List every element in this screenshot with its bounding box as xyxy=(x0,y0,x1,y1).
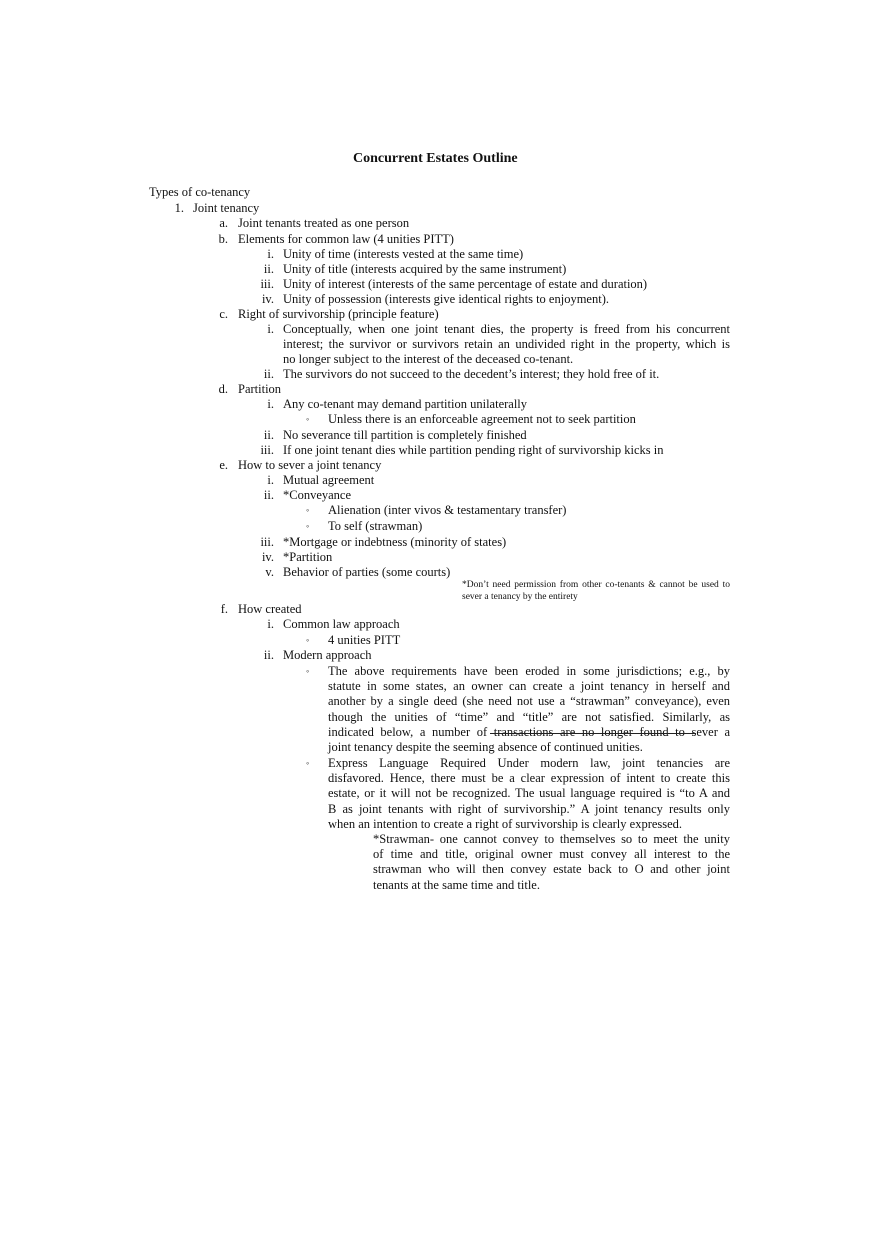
item-label: How to sever a joint tenancy xyxy=(238,458,382,472)
subitem-marker: i. xyxy=(267,322,274,336)
subitem-label: *Partition xyxy=(283,550,333,564)
subitem-label: Behavior of parties (some courts) xyxy=(283,565,451,579)
subitem-label: Common law approach xyxy=(283,617,400,631)
subitem-label: If one joint tenant dies while partition pending right of survivorship kicks in xyxy=(283,443,664,457)
item-marker: b. xyxy=(218,232,228,246)
subitem-label: Unity of interest (interests of the same percentage of estate and duration) xyxy=(283,277,648,291)
paragraph-line: interest; the survivor or survivors retain an undivided right in the property, which is xyxy=(283,337,730,352)
paragraph-line: of time and title, original owner must convey all interest to the xyxy=(373,847,730,862)
strikethrough-mark xyxy=(490,733,696,734)
subitem-marker: iv. xyxy=(261,550,274,564)
paragraph-line: joint tenancy despite the seeming absence of continued unities. xyxy=(328,740,643,755)
subitem-label: Unity of title (interests acquired by the same instrument) xyxy=(283,262,567,276)
subitem-label: Any co-tenant may demand partition unilaterally xyxy=(283,397,528,411)
item-label: Right of survivorship (principle feature) xyxy=(238,307,439,321)
bullet-icon: ◦ xyxy=(306,666,310,676)
subitem-paragraph xyxy=(283,322,730,368)
paragraph-line: tenants at the same time and title. xyxy=(373,877,540,892)
bullet-label: Unless there is an enforceable agreement not to seek partition xyxy=(328,412,636,426)
paragraph-line: when an intention to create a right of survivorship is clearly expressed. xyxy=(328,816,683,831)
subitem-marker: iii. xyxy=(260,443,274,457)
section-label: Joint tenancy xyxy=(193,201,260,215)
paragraph-line: statute in some states, an owner can create a joint tenancy in herself and xyxy=(328,679,730,694)
subitem-marker: iii. xyxy=(260,277,274,291)
subitem-marker: iv. xyxy=(261,292,274,306)
paragraph-line: The above requirements have been eroded in some jurisdictions; e.g., by xyxy=(328,664,730,678)
paragraph-line: indicated below, a number of transactions are no longer found to sever a xyxy=(328,724,730,739)
item-marker: e. xyxy=(219,458,228,472)
subitem-marker: i. xyxy=(267,247,274,261)
bullet-label: 4 unities PITT xyxy=(328,633,401,647)
bullet-icon: ◦ xyxy=(306,635,310,645)
paragraph-line: another by a single deed (she need not use a “strawman” conveyance), even xyxy=(328,694,730,709)
footnote-line: sever a tenancy by the entirety xyxy=(462,591,578,602)
subitem-marker: ii. xyxy=(263,367,274,381)
bullet-label: Alienation (inter vivos & testamentary transfer) xyxy=(328,503,567,517)
subitem-marker: v. xyxy=(265,565,274,579)
subitem-label: The survivors do not succeed to the decedent’s interest; they hold free of it. xyxy=(283,367,660,381)
item-marker: f. xyxy=(220,602,228,616)
subitem-marker: iii. xyxy=(260,535,274,549)
express-language-paragraph xyxy=(328,756,730,832)
footnote xyxy=(462,580,730,603)
bullet-icon: ◦ xyxy=(306,758,310,768)
subitem-label: Mutual agreement xyxy=(283,473,375,487)
subitem-marker: ii. xyxy=(263,428,274,442)
subitem-marker: ii. xyxy=(263,488,274,502)
paragraph-line: strawman who will then convey estate back to O and other joint xyxy=(373,862,730,877)
paragraph-line: Express Language Required Under modern law, joint tenancies are xyxy=(328,756,730,770)
subitem-label: Unity of possession (interests give identical rights to enjoyment). xyxy=(283,292,609,306)
paragraph-line: though the unities of “time” and “title” are not satisfied. Similarly, as xyxy=(328,709,730,724)
footnote-line: *Don’t need permission from other co-tenants & cannot be used to xyxy=(462,580,730,590)
subitem-label: *Conveyance xyxy=(283,488,352,502)
section-marker: 1. xyxy=(174,201,184,215)
subitem-marker: ii. xyxy=(263,648,274,662)
bullet-icon: ◦ xyxy=(306,414,310,424)
subitem-label: Unity of time (interests vested at the same time) xyxy=(283,247,524,261)
item-marker: a. xyxy=(219,216,228,230)
paragraph-line: estate, or it will not be recognized. The usual language required is “to A and xyxy=(328,786,730,801)
modern-approach-paragraph xyxy=(328,664,730,755)
bullet-icon: ◦ xyxy=(306,505,310,515)
subitem-marker: ii. xyxy=(263,262,274,276)
item-label: Partition xyxy=(238,382,282,396)
bullet-icon: ◦ xyxy=(306,521,310,531)
subitem-label: *Mortgage or indebtness (minority of states) xyxy=(283,535,507,549)
strawman-note xyxy=(373,832,730,893)
subitem-marker: i. xyxy=(267,617,274,631)
outline-heading: Types of co-tenancy xyxy=(149,185,251,199)
paragraph-line: B as joint tenants with right of survivorship.” A joint tenancy results only xyxy=(328,801,730,816)
subitem-marker: i. xyxy=(267,473,274,487)
item-marker: d. xyxy=(218,382,228,396)
subitem-label: Modern approach xyxy=(283,648,372,662)
item-marker: c. xyxy=(219,307,228,321)
item-label: Joint tenants treated as one person xyxy=(238,216,410,230)
item-label: How created xyxy=(238,602,302,616)
paragraph-line: no longer subject to the interest of the deceased co-tenant. xyxy=(283,352,574,367)
subitem-marker: i. xyxy=(267,397,274,411)
paragraph-line: disfavored. Hence, there must be a clear expression of intent to create this xyxy=(328,771,730,786)
paragraph-line: *Strawman- one cannot convey to themselves so to meet the unity xyxy=(373,832,730,846)
item-label: Elements for common law (4 unities PITT) xyxy=(238,232,454,246)
paragraph-line: Conceptually, when one joint tenant dies, the property is freed from his concurrent xyxy=(283,322,730,336)
page-title: Concurrent Estates Outline xyxy=(353,151,518,166)
bullet-label: To self (strawman) xyxy=(328,519,423,533)
subitem-label: No severance till partition is completely finished xyxy=(283,428,527,442)
